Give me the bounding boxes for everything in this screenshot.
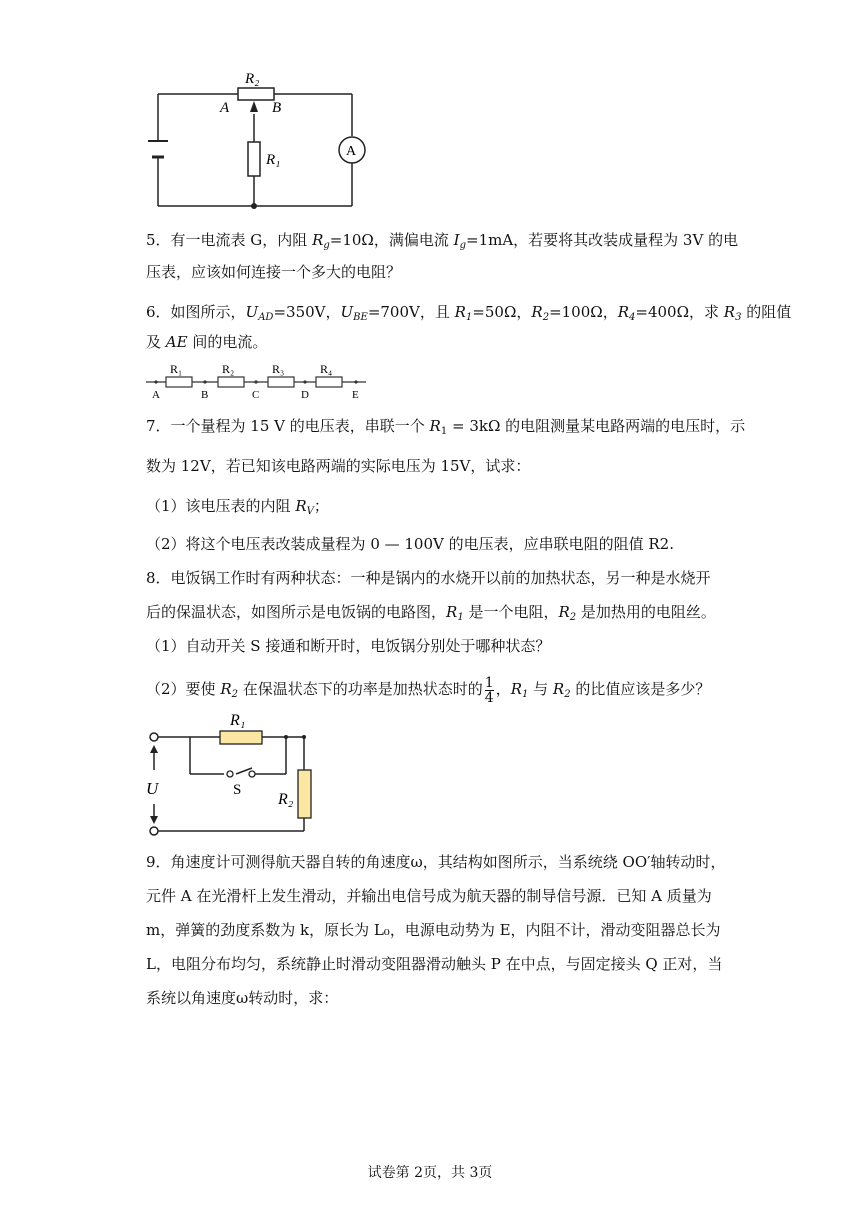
resistor-label-r2: R₂ xyxy=(222,362,235,376)
q8-line-1: 8．电饭锅工作时有两种状态：一种是锅内的水烧开以前的加热状态，另一种是水烧开 xyxy=(146,569,711,587)
q9-line-2: 元件 A 在光滑杆上发生滑动，并输出电信号成为航天器的制导信号源．已知 A 质量为 xyxy=(146,887,712,905)
label-r2: R₂ xyxy=(278,791,294,808)
q6-line-1: 6．如图所示，$U_{AD}=350V$，$U_{BE}=700V$，且 $R_1=50\Omega$，$R_2=100\Omega$，$R_4=400\Omega$，求 $R_3$ 的阻值 xyxy=(146,303,792,323)
series-resistor-figure xyxy=(144,360,374,402)
label-r1: R₁ xyxy=(266,152,281,168)
label-b: B xyxy=(272,100,282,116)
node-label-e: E xyxy=(352,389,359,401)
fraction-one-quarter: $\frac{1}{4}$ xyxy=(484,674,494,706)
q8-line-2: 后的保温状态，如图所示是电饭锅的电路图，$R_1$ 是一个电阻，$R_2$ 是加热用的电阻丝。 xyxy=(146,603,716,623)
rice-cooker-circuit-figure xyxy=(140,708,340,838)
label-r2: R₂ xyxy=(245,71,260,87)
q7-part-2: （2）将这个电压表改装成量程为 0 — 100V 的电压表，应串联电阻的阻值 R2. xyxy=(146,535,674,553)
q6-line-2: 及 AE 间的电流。 xyxy=(146,333,268,351)
node-label-d: D xyxy=(301,389,309,401)
q9-line-5: 系统以角速度ω转动时，求： xyxy=(146,989,339,1007)
q8-part-2: （2）要使 $R_2$ 在保温状态下的功率是加热状态时的 $\frac{1}{4}$ ，$R_1$ 与 $R_2$ 的比值应该是多少？ xyxy=(146,674,711,706)
switch-label: S xyxy=(233,782,242,798)
q9-line-4: L，电阻分布均匀，系统静止时滑动变阻器滑动触头 P 在中点，与固定接头 Q 正对，当 xyxy=(146,955,723,973)
circuit-figure-rheostat xyxy=(140,68,380,216)
q7-line-1: 7．一个量程为 15 V 的电压表，串联一个 $R_1 = 3k\Omega$ 的电阻测量某电路两端的电压时，示 xyxy=(146,417,746,437)
resistor-label-r4: R₄ xyxy=(320,362,333,376)
q9-line-1: 9．角速度计可测得航天器自转的角速度ω，其结构如图所示，当系统绕 OO′轴转动时， xyxy=(146,853,726,871)
node-label-b: B xyxy=(201,389,209,401)
resistor-label-r1: R₁ xyxy=(170,362,183,376)
label-r1: R₁ xyxy=(230,712,246,729)
q5-line-2: 压表，应该如何连接一个多大的电阻？ xyxy=(146,263,402,281)
ammeter-label: A xyxy=(346,144,357,159)
q9-line-3: m，弹簧的劲度系数为 k，原长为 L₀，电源电动势为 E，内阻不计，滑动变阻器总长为 xyxy=(146,921,721,939)
page-footer: 试卷第 2页，共 3页 xyxy=(367,1165,493,1181)
node-label-a: A xyxy=(152,389,160,401)
q7-part-1: （1）该电压表的内阻 $R_V$； xyxy=(146,497,329,517)
resistor-label-r3: R₃ xyxy=(272,362,285,376)
q5-line-1: 5．有一电流表 G，内阻 $R_g=10\Omega$，满偏电流 $I_g=1mA$，若要将其改装成量程为 3V 的电 xyxy=(146,231,739,251)
label-a: A xyxy=(220,100,230,116)
q8-part-1: （1）自动开关 S 接通和断开时，电饭锅分别处于哪种状态？ xyxy=(146,637,551,655)
node-label-c: C xyxy=(252,389,260,401)
q7-line-2: 数为 12V，若已知该电路两端的实际电压为 15V，试求： xyxy=(146,457,531,475)
voltage-label: U xyxy=(146,779,159,798)
